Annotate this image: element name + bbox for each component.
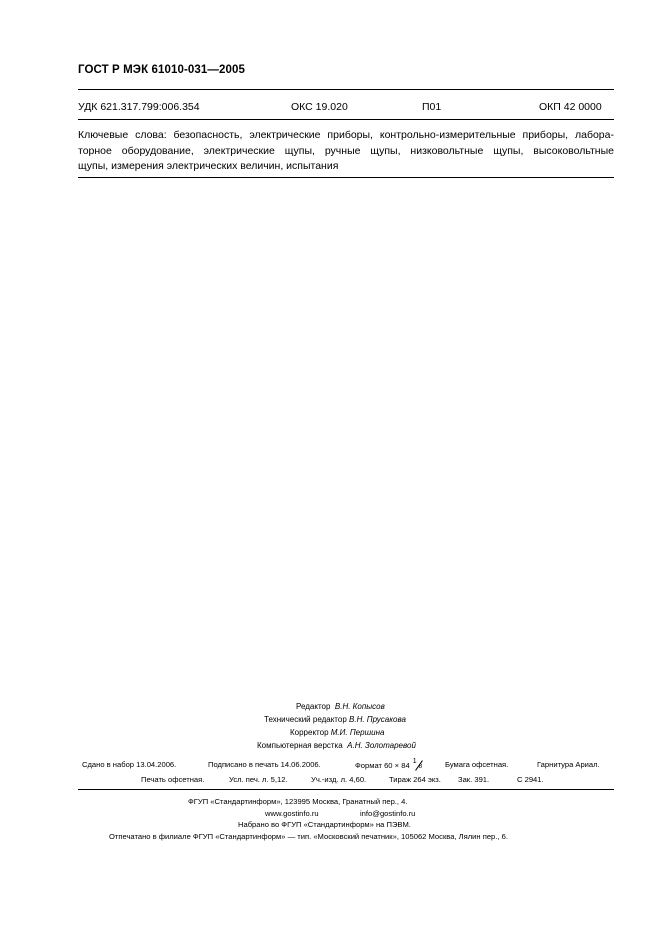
udk-code: УДК 621.317.799:006.354: [78, 101, 200, 113]
tech-editor-credit: [264, 713, 406, 726]
tech-editor-name: В.Н. Прусакова: [349, 715, 406, 724]
editor-credit: [296, 700, 385, 713]
footer-divider: [78, 789, 614, 790]
fraction-numerator: 1: [412, 758, 417, 765]
keywords-line: Ключевые слова: безопасность, электрические приборы, контрольно-измерительные приборы, лабора-: [78, 129, 614, 141]
layout-credit: [257, 739, 416, 752]
print-run: Тираж 264 экз.: [389, 775, 441, 784]
corrector-name: М.И. Першина: [330, 728, 385, 737]
keywords-line: торное оборудование, электрические щупы, ручные щупы, низковольтные щупы, высоковольтные: [78, 144, 614, 157]
print-format: [355, 760, 426, 770]
publisher-website: www.gostinfo.ru: [265, 809, 319, 818]
format-num: 84: [401, 761, 410, 770]
format-times: ×: [394, 761, 400, 770]
corrector-credit: [290, 726, 384, 739]
header-divider: [78, 89, 614, 90]
group-code: П01: [422, 101, 442, 113]
printed-info: Отпечатано в филиале ФГУП «Стандартинформ» — тип. «Московский печатник», 105062 Москва, Лялин пер., 6.: [109, 832, 508, 841]
order-number: Зак. 391.: [458, 775, 490, 784]
typeset-info: Набрано во ФГУП «Стандартинформ» на ПЭВМ.: [238, 820, 411, 829]
font-info: Гарнитура Ариал.: [537, 760, 600, 769]
paper-type: Бумага офсетная.: [445, 760, 509, 769]
oks-code: ОКС 19.020: [291, 101, 348, 113]
keywords-paragraph: [78, 128, 614, 175]
tech-editor-label: Технический редактор: [264, 715, 347, 724]
keywords-line: щупы, измерения электрических величин, испытания: [78, 160, 339, 172]
okp-code: ОКП 42 0000: [539, 101, 602, 113]
publisher-email: info@gostinfo.ru: [360, 809, 416, 818]
print-type: Печать офсетная.: [141, 775, 205, 784]
layout-name: А.Н. Золотаревой: [347, 741, 416, 750]
classification-divider: [78, 119, 614, 120]
publisher-address: ФГУП «Стандартинформ», 123995 Москва, Гранатный пер., 4.: [188, 797, 408, 806]
corrector-label: Корректор: [290, 728, 329, 737]
print-code: С 2941.: [517, 775, 544, 784]
keywords-divider: [78, 177, 614, 178]
editor-label: Редактор: [296, 702, 331, 711]
print-sheets: Усл. печ. л. 5,12.: [229, 775, 288, 784]
pub-sheets: Уч.-изд. л. 4,60.: [311, 775, 367, 784]
fraction-denominator: 8: [418, 764, 423, 770]
set-date: Сдано в набор 13.04.2006.: [82, 760, 177, 769]
format-prefix: Формат 60: [355, 761, 393, 770]
format-fraction: [412, 760, 426, 770]
layout-label: Компьютерная верстка: [257, 741, 343, 750]
editor-name: В.Н. Копысов: [334, 702, 385, 711]
signed-date: Подписано в печать 14.06.2006.: [208, 760, 321, 769]
standard-code: ГОСТ Р МЭК 61010-031—2005: [78, 64, 245, 76]
